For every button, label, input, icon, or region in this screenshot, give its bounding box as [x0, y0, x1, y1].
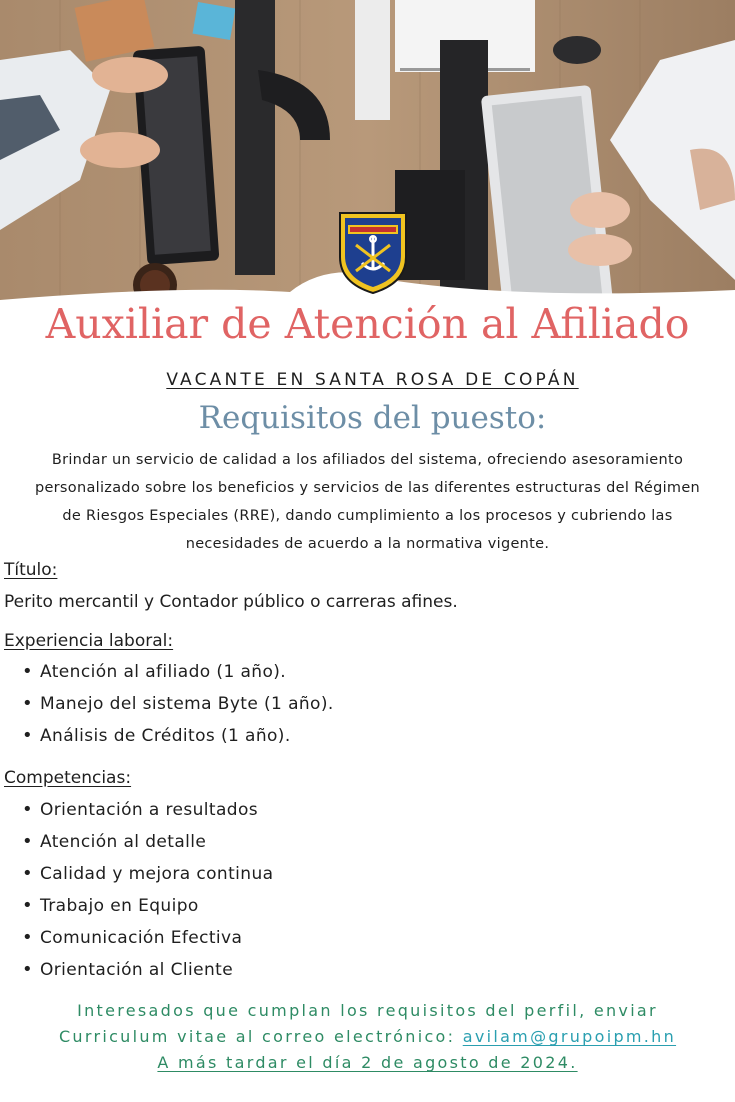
- description-line: de Riesgos Especiales (RRE), dando cumplimiento a los procesos y cubriendo las: [62, 508, 673, 524]
- deadline-text: A más tardar el día 2 de agosto de 2024.: [157, 1053, 578, 1072]
- list-item: • Análisis de Créditos (1 año).: [22, 720, 334, 752]
- description-line: personalizado sobre los beneficios y servicios de las diferentes estructuras del Régimen: [34, 480, 701, 496]
- vacancy-location: VACANTE EN SANTA ROSA DE COPÁN: [166, 370, 579, 390]
- application-instructions: [0, 998, 735, 1076]
- degree-label: Título:: [4, 560, 58, 580]
- list-item: • Calidad y mejora continua: [22, 858, 273, 890]
- institutional-emblem: [338, 211, 408, 295]
- email-link[interactable]: avilam@grupoipm.hn: [462, 1027, 677, 1046]
- job-description: [0, 446, 735, 558]
- degree-value: Perito mercantil y Contador público o carreras afines.: [4, 592, 458, 612]
- requirements-heading: Requisitos del puesto:: [198, 400, 547, 436]
- description-line: Brindar un servicio de calidad a los afiliados del sistema, ofreciendo asesoramiento: [51, 452, 684, 468]
- list-item: • Trabajo en Equipo: [22, 890, 273, 922]
- list-item: • Orientación a resultados: [22, 794, 273, 826]
- instructions-line-1: Interesados que cumplan los requisitos del perfil, enviar: [77, 1001, 658, 1020]
- experience-label: Experiencia laboral:: [4, 631, 174, 651]
- shield-emblem-icon: [338, 211, 408, 295]
- list-item: • Comunicación Efectiva: [22, 922, 273, 954]
- list-item: • Manejo del sistema Byte (1 año).: [22, 688, 334, 720]
- competencies-label: Competencias:: [4, 768, 132, 788]
- competencies-list: [22, 794, 273, 986]
- list-item: • Atención al afiliado (1 año).: [22, 656, 334, 688]
- description-line: necesidades de acuerdo a la normativa vigente.: [185, 536, 550, 552]
- list-item: • Atención al detalle: [22, 826, 273, 858]
- list-item: • Orientación al Cliente: [22, 954, 273, 986]
- email-prefix: Curriculum vitae al correo electrónico:: [58, 1027, 463, 1046]
- page-title: Auxiliar de Atención al Afiliado: [45, 300, 690, 348]
- instructions-line-2: [0, 1024, 735, 1050]
- experience-list: [22, 656, 334, 752]
